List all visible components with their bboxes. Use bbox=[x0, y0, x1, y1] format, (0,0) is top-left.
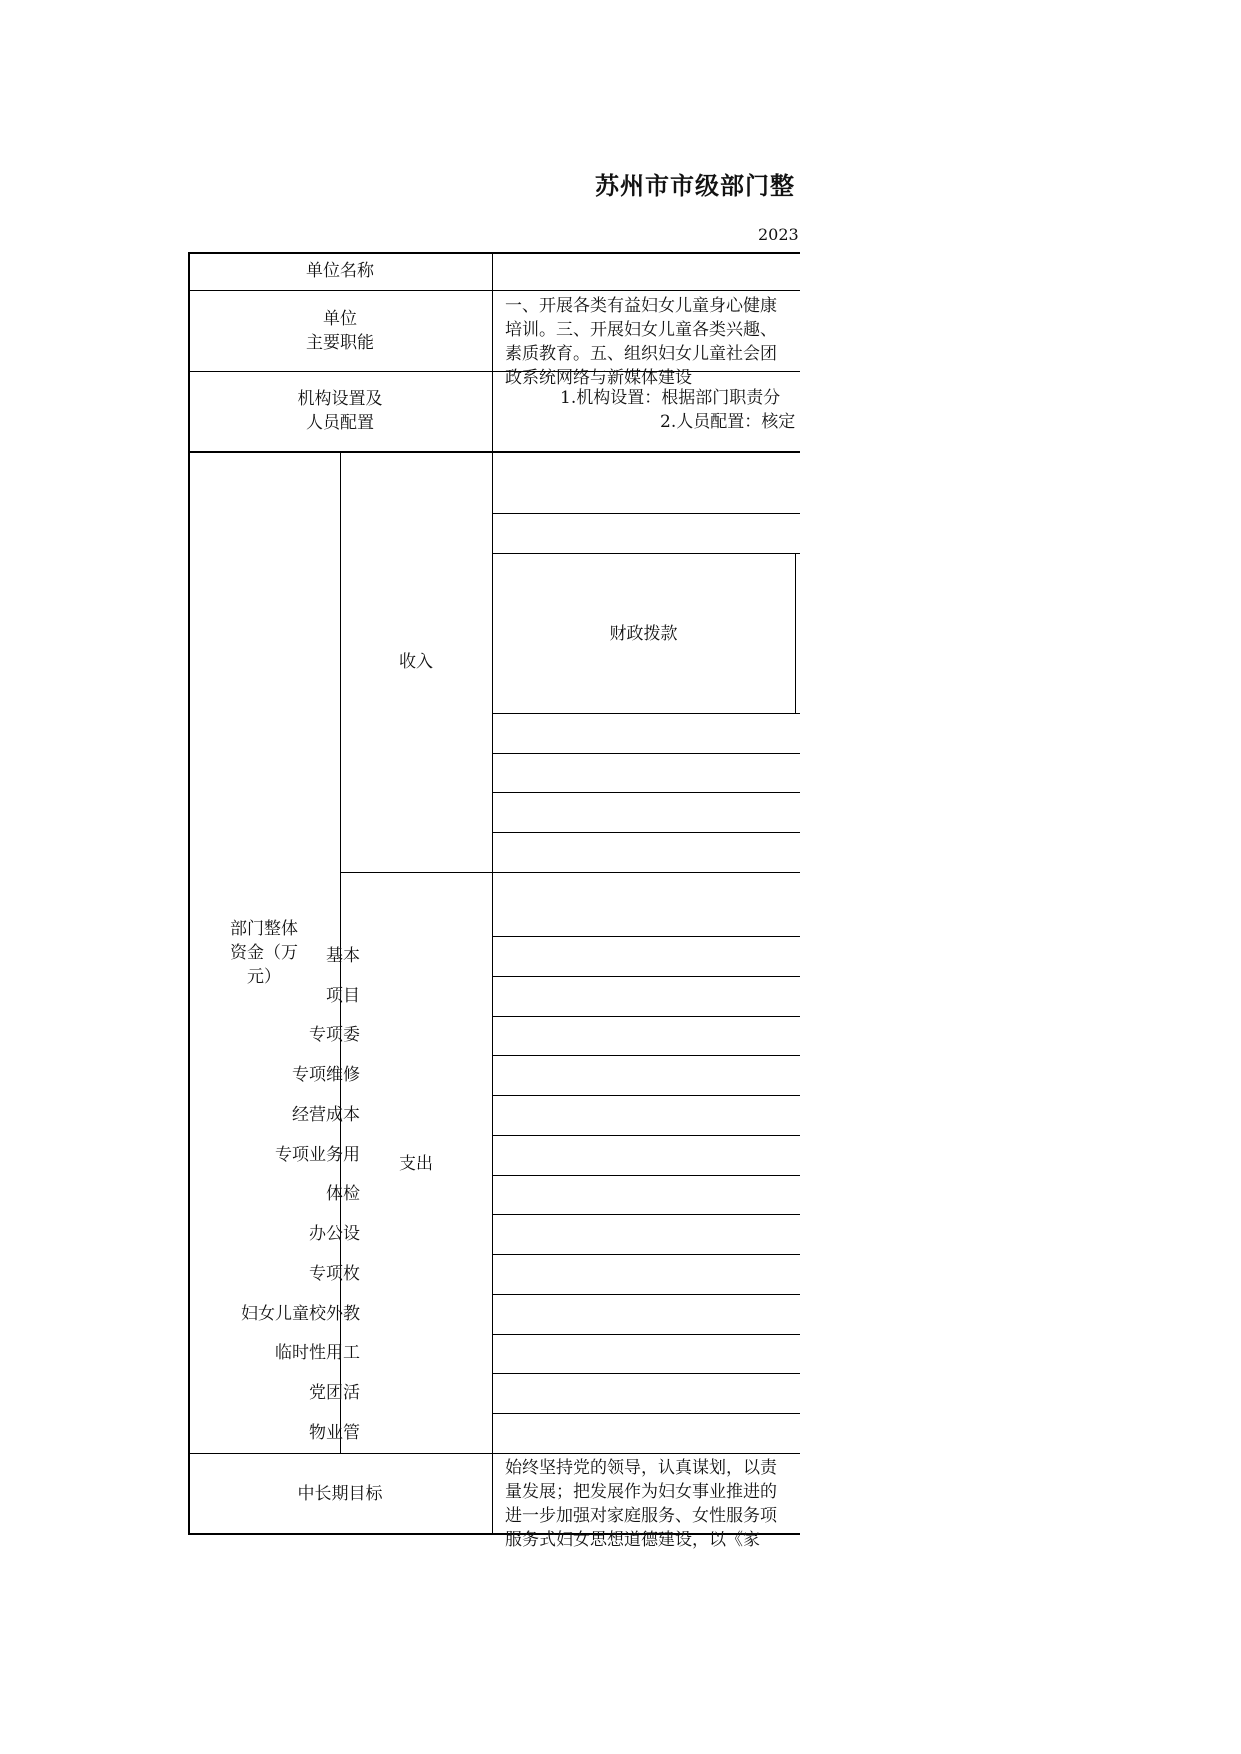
longterm-text-line: 进一步加强对家庭服务、女性服务项 bbox=[505, 1506, 777, 1526]
expense-row-divider bbox=[492, 1294, 800, 1295]
fiscal-column-divider bbox=[795, 553, 796, 713]
org-label bbox=[188, 387, 492, 435]
longterm-text bbox=[505, 1456, 800, 1550]
expense-row-divider bbox=[492, 936, 800, 937]
main-duty-label-line1: 单位 bbox=[323, 309, 357, 329]
row-divider bbox=[188, 451, 800, 453]
expense-label: 支出 bbox=[399, 1154, 433, 1174]
main-duty-text-line: 素质教育。五、组织妇女儿童社会团 bbox=[505, 344, 777, 364]
expense-row-divider bbox=[492, 1254, 800, 1255]
fund-label-line1: 部门整体 bbox=[230, 919, 298, 939]
expense-item: 体检 bbox=[326, 1184, 360, 1204]
fund-label bbox=[188, 917, 340, 989]
income-row-divider bbox=[492, 553, 800, 554]
row-divider bbox=[188, 1453, 800, 1454]
row-divider bbox=[188, 290, 800, 291]
fund-label-line2: 资金（万 bbox=[230, 943, 298, 963]
expense-item: 经营成本 bbox=[292, 1105, 360, 1125]
income-row-divider bbox=[492, 513, 800, 514]
expense-row-divider bbox=[492, 1214, 800, 1215]
longterm-text-line: 服务式妇女思想道德建设，以《家 bbox=[505, 1530, 760, 1550]
document-date: 2023 bbox=[758, 225, 799, 244]
main-duty-text-line: 一、开展各类有益妇女儿童身心健康 bbox=[505, 296, 777, 316]
expense-row-divider bbox=[492, 1413, 800, 1414]
org-text-line: 2.人员配置：核定 bbox=[660, 412, 796, 432]
expense-row-divider bbox=[492, 1334, 800, 1335]
expense-row-divider bbox=[492, 976, 800, 977]
income-label: 收入 bbox=[399, 652, 433, 672]
expense-item: 项目 bbox=[326, 986, 360, 1006]
expense-item: 专项维修 bbox=[292, 1065, 360, 1085]
org-label-line2: 人员配置 bbox=[306, 413, 374, 433]
table-left-border bbox=[188, 252, 190, 1535]
income-row-divider bbox=[492, 753, 800, 754]
longterm-label: 中长期目标 bbox=[297, 1484, 383, 1504]
expense-item: 专项业务用 bbox=[275, 1145, 360, 1165]
expense-row-divider bbox=[492, 1135, 800, 1136]
table-top-border bbox=[188, 252, 800, 254]
fund-label-line3: 元） bbox=[247, 967, 281, 987]
fiscal-label: 财政拨款 bbox=[609, 624, 678, 644]
expense-row-divider bbox=[492, 1055, 800, 1056]
org-text bbox=[505, 386, 800, 446]
expense-item: 专项委 bbox=[309, 1025, 360, 1045]
org-text-line: 1.机构设置：根据部门职责分 bbox=[560, 388, 781, 408]
expense-row-divider bbox=[492, 1373, 800, 1374]
column-divider bbox=[492, 252, 493, 1533]
unit-name-label: 单位名称 bbox=[306, 261, 374, 281]
main-duty-text-line: 培训。三、开展妇女儿童各类兴趣、 bbox=[505, 320, 777, 340]
longterm-text-line: 量发展；把发展作为妇女事业推进的 bbox=[505, 1482, 777, 1502]
main-duty-text-line: 政系统网络与新媒体建设 bbox=[505, 368, 692, 388]
income-row-divider bbox=[492, 713, 800, 714]
longterm-text-line: 始终坚持党的领导，认真谋划，以责 bbox=[505, 1458, 777, 1478]
income-expense-divider bbox=[340, 872, 800, 873]
expense-item: 办公设 bbox=[309, 1224, 360, 1244]
expense-item: 物业管 bbox=[309, 1423, 360, 1443]
expense-item: 妇女儿童校外教 bbox=[241, 1304, 360, 1324]
income-row-divider bbox=[492, 792, 800, 793]
expense-row-divider bbox=[492, 1175, 800, 1176]
main-duty-text bbox=[505, 294, 800, 388]
expense-item: 党团活 bbox=[309, 1383, 360, 1403]
expense-row-divider bbox=[492, 1095, 800, 1096]
org-label-line1: 机构设置及 bbox=[297, 389, 383, 409]
expense-item: 临时性用工 bbox=[275, 1343, 360, 1363]
main-duty-label-line2: 主要职能 bbox=[306, 333, 374, 353]
expense-item: 专项枚 bbox=[309, 1264, 360, 1284]
main-duty-label bbox=[188, 307, 492, 355]
expense-item: 基本 bbox=[326, 946, 360, 966]
document-title: 苏州市市级部门整 bbox=[595, 171, 795, 200]
income-row-divider bbox=[492, 832, 800, 833]
expense-row-divider bbox=[492, 1016, 800, 1017]
